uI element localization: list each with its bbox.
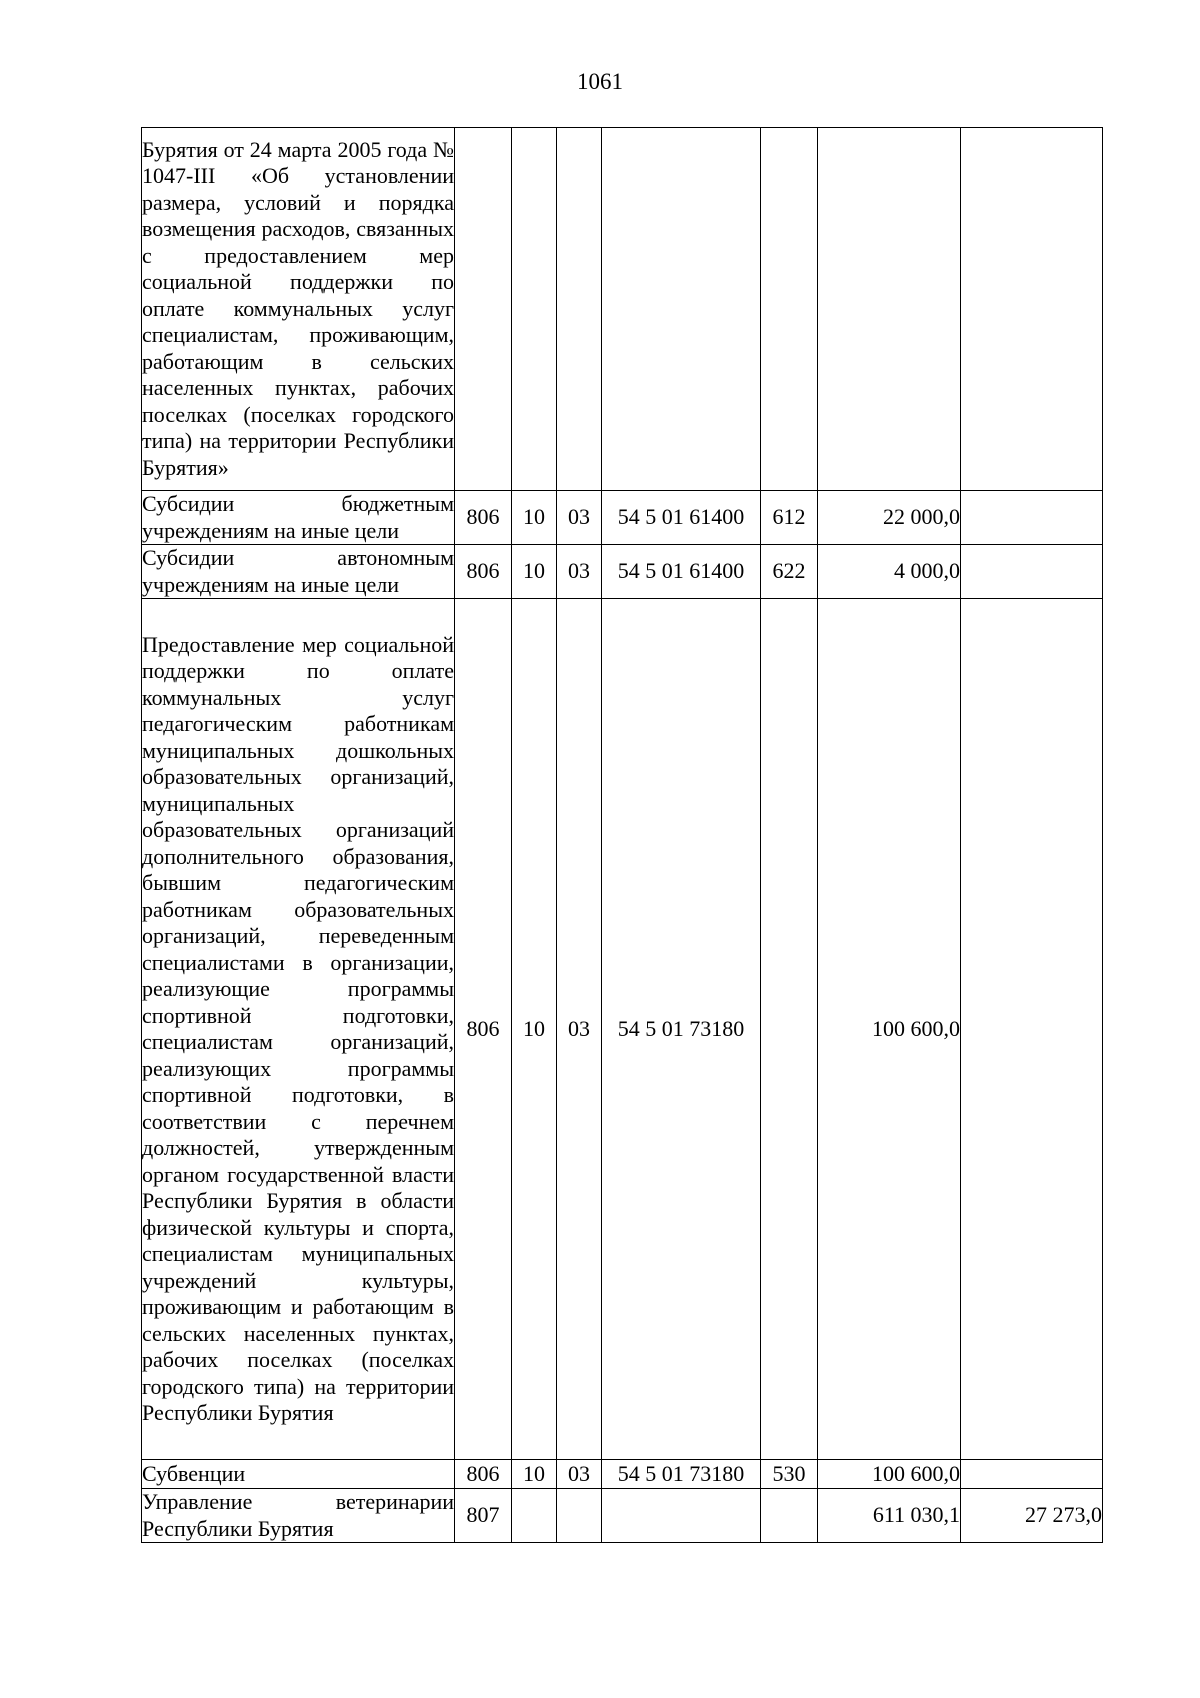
expense-type-cell [761, 128, 818, 491]
section-cell [512, 128, 557, 491]
section-cell: 10 [512, 545, 557, 599]
amount-cell: 100 600,0 [818, 599, 961, 1460]
target-article-cell: 54 5 01 61400 [602, 545, 761, 599]
amount-cell: 22 000,0 [818, 491, 961, 545]
row-description: Субсидии бюджетным учреждениям на иные цели [142, 491, 454, 543]
section-cell [512, 1489, 557, 1543]
budget-table [141, 127, 1103, 1543]
section-cell: 10 [512, 1460, 557, 1489]
amount-2-cell: 27 273,0 [961, 1489, 1103, 1543]
ministry-code-cell: 807 [455, 1489, 512, 1543]
expense-type-cell: 612 [761, 491, 818, 545]
amount-2-cell [961, 128, 1103, 491]
amount-cell: 4 000,0 [818, 545, 961, 599]
table-row [142, 1460, 1103, 1489]
table-row [142, 1489, 1103, 1543]
row-description: Управление ветеринарии Республики Бурятия [142, 1489, 454, 1541]
ministry-code-cell: 806 [455, 545, 512, 599]
row-description: Бурятия от 24 марта 2005 года № 1047-III «Об установлении размера, условий и порядка возмещения расходов, связанных с предоставлением мер социальной поддержки по оплате коммунальных услуг специалистам, проживающим, работающим в сельских населенных пунктах, рабочих поселках (поселках городского типа) на территории Республики Бурятия» [142, 128, 455, 491]
subsection-cell: 03 [557, 1460, 602, 1489]
amount-cell: 611 030,1 [818, 1489, 961, 1543]
target-article-cell [602, 128, 761, 491]
target-article-cell: 54 5 01 61400 [602, 491, 761, 545]
section-cell: 10 [512, 491, 557, 545]
ministry-code-cell [455, 128, 512, 491]
amount-2-cell [961, 599, 1103, 1460]
amount-2-cell [961, 545, 1103, 599]
ministry-code-cell: 806 [455, 599, 512, 1460]
subsection-cell: 03 [557, 491, 602, 545]
table-row [142, 599, 1103, 1460]
amount-cell: 100 600,0 [818, 1460, 961, 1489]
table-row [142, 128, 1103, 491]
amount-2-cell [961, 491, 1103, 545]
target-article-cell [602, 1489, 761, 1543]
page-number: 1061 [577, 69, 623, 94]
amount-cell [818, 128, 961, 491]
expense-type-cell: 622 [761, 545, 818, 599]
target-article-cell: 54 5 01 73180 [602, 599, 761, 1460]
subsection-cell [557, 128, 602, 491]
expense-type-cell [761, 1489, 818, 1543]
expense-type-cell [761, 599, 818, 1460]
ministry-code-cell: 806 [455, 1460, 512, 1489]
amount-2-cell [961, 1460, 1103, 1489]
row-description: Субвенции [142, 1460, 455, 1489]
subsection-cell: 03 [557, 545, 602, 599]
ministry-code-cell: 806 [455, 491, 512, 545]
target-article-cell: 54 5 01 73180 [602, 1460, 761, 1489]
row-description: Предоставление мер социальной поддержки по оплате коммунальных услуг педагогическим работникам муниципальных дошкольных образовательных организаций, муниципальных образовательных организаций дополнительного образования, бывшим педагогическим работникам образовательных организаций, переведенным специалистами в организации, реализующие программы спортивной подготовки, специалистам организаций, реализующих программы спортивной подготовки, в соответствии с перечнем должностей, утвержденным органом государственной власти Республики Бурятия в области физической культуры и спорта, специалистам муниципальных учреждений культуры, проживающим и работающим в сельских населенных пунктах, рабочих поселках (поселках городского типа) на территории Республики Бурятия [142, 599, 455, 1460]
row-description: Субсидии автономным учреждениям на иные цели [142, 545, 454, 597]
subsection-cell: 03 [557, 599, 602, 1460]
section-cell: 10 [512, 599, 557, 1460]
subsection-cell [557, 1489, 602, 1543]
table-row [142, 491, 1103, 545]
expense-type-cell: 530 [761, 1460, 818, 1489]
table-row [142, 545, 1103, 599]
